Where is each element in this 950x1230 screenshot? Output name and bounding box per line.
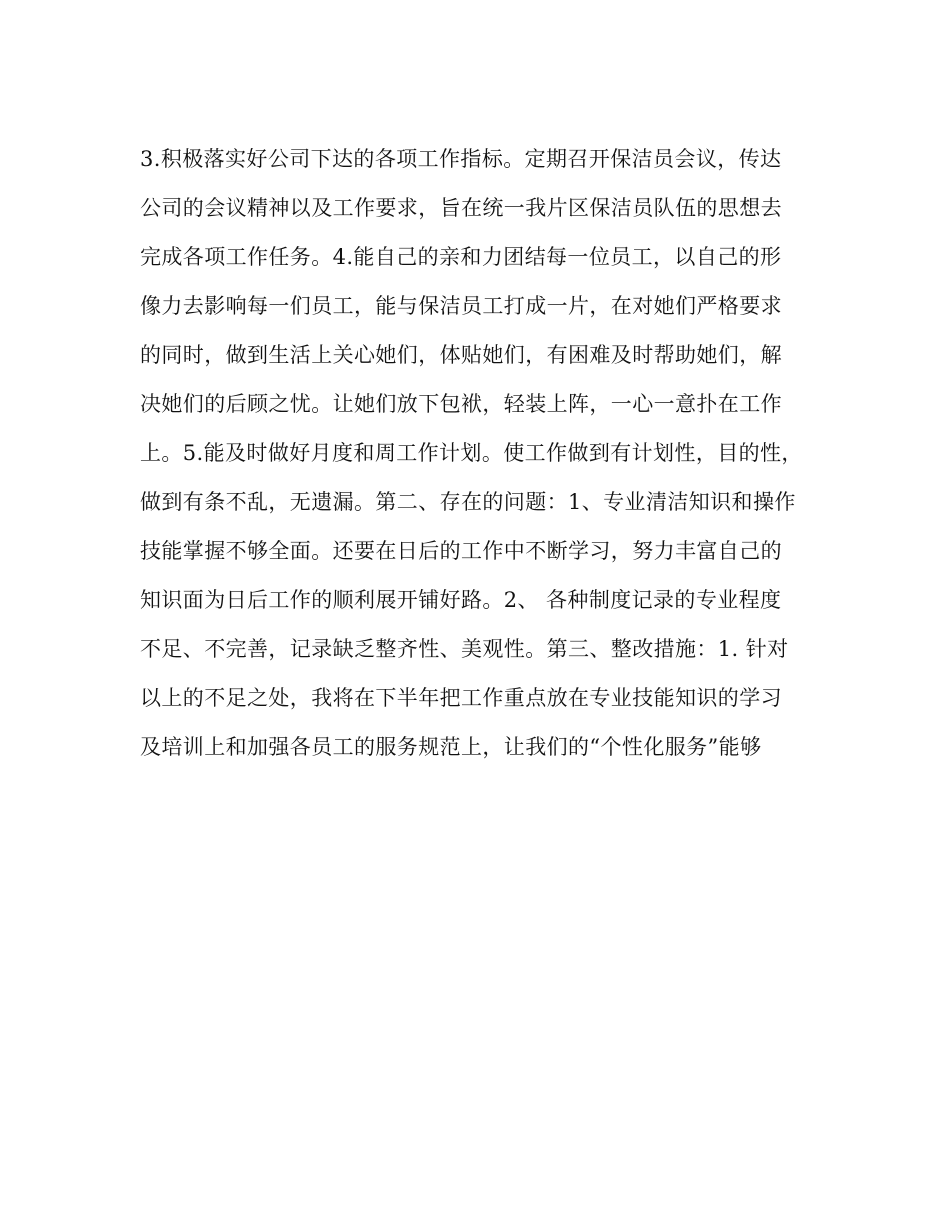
text-line-10: 知识面为日后工作的顺利展开铺好路。2、 各种制度记录的专业程度 <box>140 588 782 612</box>
text-line-5: 的同时，做到生活上关心她们，体贴她们，有困难及时帮助她们，解 <box>140 343 782 367</box>
body-text <box>140 135 820 772</box>
text-line-7: 上。5.能及时做好月度和周工作计划。使工作做到有计划性，目的性， <box>140 441 803 465</box>
text-line-3: 完成各项工作任务。4.能自己的亲和力团结每一位员工，以自己的形 <box>140 245 782 269</box>
text-line-1: 3.积极落实好公司下达的各项工作指标。定期召开保洁员会议，传达 <box>140 147 782 171</box>
text-line-13: 及培训上和加强各员工的服务规范上，让我们的“个性化服务”能够 <box>140 735 762 759</box>
text-line-11: 不足、不完善，记录缺乏整齐性、美观性。第三、整改措施：1. 针对 <box>140 637 789 661</box>
text-line-8: 做到有条不乱，无遗漏。第二、存在的问题：1、专业清洁知识和操作 <box>140 490 796 514</box>
text-line-2: 公司的会议精神以及工作要求，旨在统一我片区保洁员队伍的思想去 <box>140 196 782 220</box>
text-line-6: 决她们的后顾之忧。让她们放下包袱，轻装上阵，一心一意扑在工作 <box>140 392 782 416</box>
text-line-4: 像力去影响每一们员工，能与保洁员工打成一片，在对她们严格要求 <box>140 294 782 318</box>
text-line-12: 以上的不足之处，我将在下半年把工作重点放在专业技能知识的学习 <box>140 686 782 710</box>
text-line-9: 技能掌握不够全面。还要在日后的工作中不断学习，努力丰富自己的 <box>140 539 782 563</box>
